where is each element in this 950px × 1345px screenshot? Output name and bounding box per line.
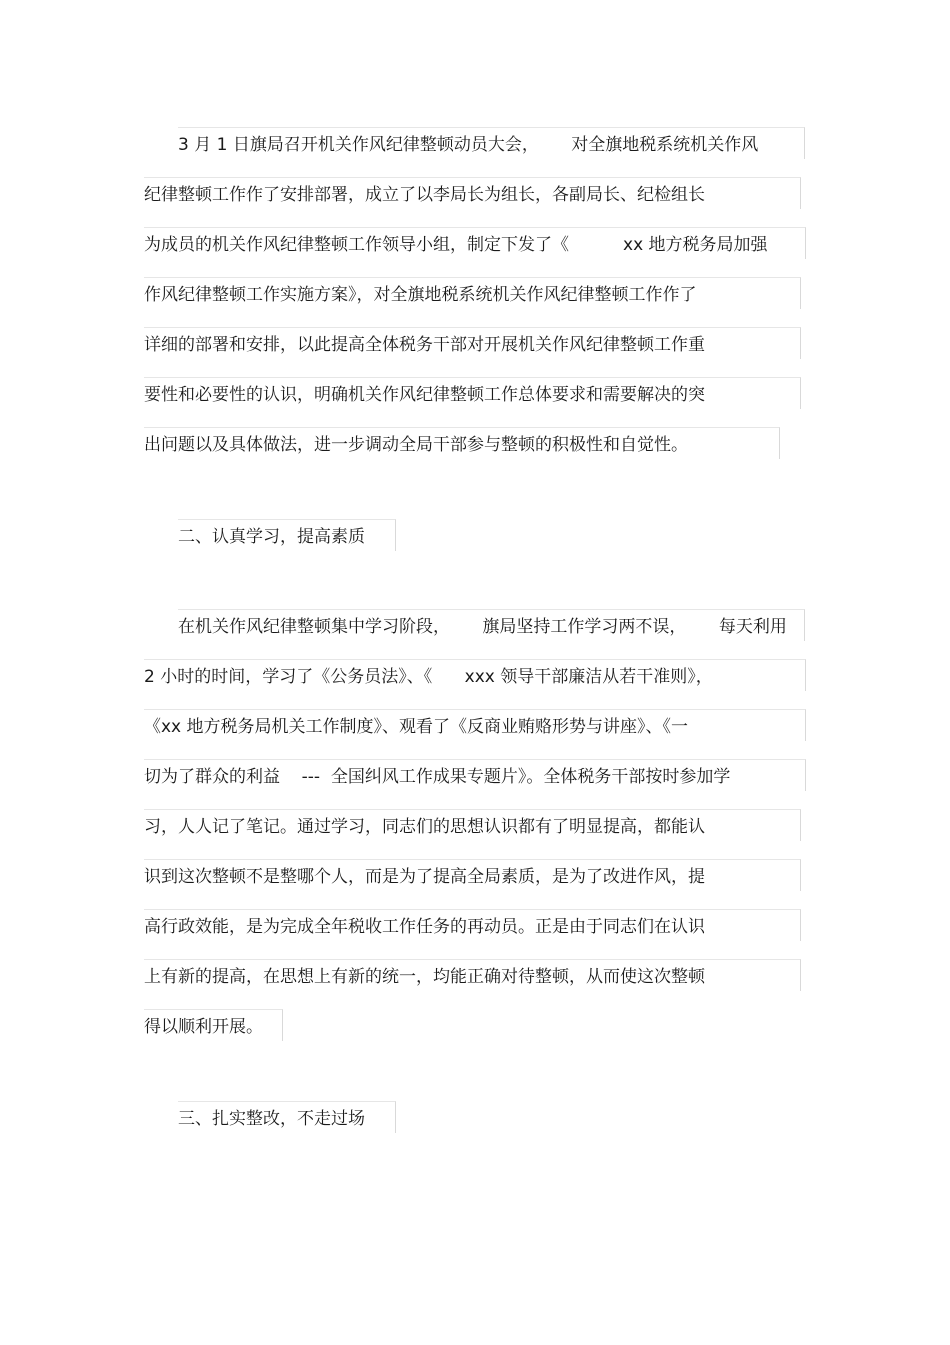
text-line: 详细的部署和安排，以此提高全体税务干部对开展机关作风纪律整顿工作重 <box>144 327 801 359</box>
text-line: 切为了群众的利益 --- 全国纠风工作成果专题片》。全体税务干部按时参加学 <box>144 759 806 791</box>
text-line: 《xx 地方税务局机关工作制度》、观看了《反商业贿赂形势与讲座》、《一 <box>144 709 806 741</box>
text-line: 为成员的机关作风纪律整顿工作领导小组，制定下发了《 xx 地方税务局加强 <box>144 227 806 259</box>
section-heading-2: 二、认真学习，提高素质 <box>178 519 396 551</box>
text-line: 出问题以及具体做法，进一步调动全局干部参与整顿的积极性和自觉性。 <box>144 427 780 459</box>
text-line: 上有新的提高，在思想上有新的统一，均能正确对待整顿，从而使这次整顿 <box>144 959 801 991</box>
text-line: 习，人人记了笔记。通过学习，同志们的思想认识都有了明显提高，都能认 <box>144 809 801 841</box>
text-line: 得以顺利开展。 <box>144 1009 283 1041</box>
text-line: 要性和必要性的认识，明确机关作风纪律整顿工作总体要求和需要解决的突 <box>144 377 801 409</box>
text-line: 3 月 1 日旗局召开机关作风纪律整顿动员大会， 对全旗地税系统机关作风 <box>178 127 805 159</box>
text-line: 在机关作风纪律整顿集中学习阶段， 旗局坚持工作学习两不误， 每天利用 <box>178 609 805 641</box>
section-heading-3: 三、扎实整改，不走过场 <box>178 1101 396 1133</box>
text-line: 识到这次整顿不是整哪个人，而是为了提高全局素质，是为了改进作风，提 <box>144 859 801 891</box>
text-line: 2 小时的时间，学习了《公务员法》、《 xxx 领导干部廉洁从若干准则》， <box>144 659 806 691</box>
text-line: 纪律整顿工作作了安排部署，成立了以李局长为组长，各副局长、纪检组长 <box>144 177 801 209</box>
text-line: 作风纪律整顿工作实施方案》，对全旗地税系统机关作风纪律整顿工作作了 <box>144 277 801 309</box>
text-line: 高行政效能，是为完成全年税收工作任务的再动员。正是由于同志们在认识 <box>144 909 801 941</box>
